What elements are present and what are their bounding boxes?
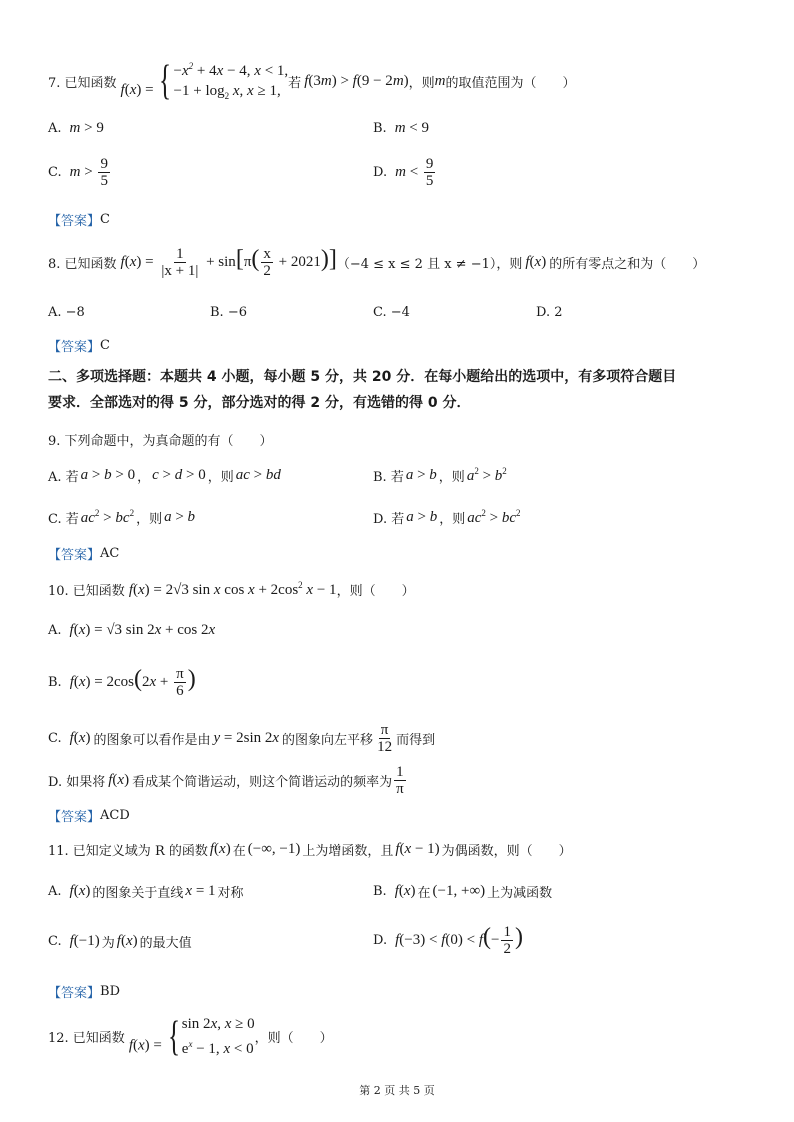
q9-answer: 【答案】 AC — [48, 546, 120, 563]
q9-option-c[interactable]: C. 若 $ac^2 > bc^2$ ，则 a > b — [48, 508, 196, 527]
q10-answer: 【答案】 ACD — [48, 808, 130, 825]
q9-option-b[interactable]: B. 若 a > b ，则 $a^2 > b^2$ — [373, 466, 507, 485]
q11-option-c[interactable]: C. f(−1) 为 f(x) 的最大值 — [48, 933, 192, 951]
q7-answer: 【答案】 C — [48, 212, 110, 229]
q8-function-def: f(x) = $\frac{1}{|x + 1|}$ + sin[π( $\frac{x}{2}$ + 2021)] — [120, 245, 337, 279]
q8-option-d[interactable]: D. 2 — [536, 305, 563, 320]
question-9-stem: 9. 下列命题中，为真命题的有（ ） — [48, 434, 273, 449]
q11-option-d[interactable]: D. f(−3) < f(0) < f(− $\frac{1}{2}$ ) — [373, 923, 523, 957]
question-11-stem: 11. 已知定义域为 R 的函数 f(x) 在 (−∞, −1) 上为增函数，且 f(x − 1) 为偶函数，则（ ） — [48, 841, 572, 859]
question-12-stem: 12. 已知函数 f(x) = { sin 2x, x ≥ 0 $e^x - 1$, x < 0 ，则（ ） — [48, 1013, 333, 1060]
q10-option-b[interactable]: B. f(x) = 2cos(2x + $\frac{\pi}{6}$ ) — [48, 665, 196, 699]
q8-answer: 【答案】 C — [48, 338, 110, 355]
q10-option-c[interactable]: C. f(x) 的图象可以看作是由 y = 2sin 2x 的图象向左平移 $\frac{\pi}{12}$ 而得到 — [48, 722, 436, 755]
q10-function-def: f(x) = 2√3 sin x $\cos x + 2\cos^2$ x − 1 — [128, 580, 337, 598]
q10-option-d[interactable]: D. 如果将 f(x) 看成某个简谐运动，则这个简谐运动的频率为 $\frac{1}{\pi}$ — [48, 764, 404, 797]
q9-option-d[interactable]: D. 若 a > b ，则 $ac^2 > bc^2$ — [373, 508, 521, 527]
q8-option-c[interactable]: C. −4 — [373, 305, 410, 320]
q7-option-b[interactable]: B. m < 9 — [373, 120, 429, 136]
q9-option-a[interactable]: A. 若 a > b > 0 ， c > d > 0 ，则 ac > bd — [48, 467, 281, 485]
section-2-heading: 二、多项选择题：本题共 4 小题，每小题 5 分，共 20 分．在每小题给出的选项中，有多项符合题目 要求．全部选对的得 5 分，部分选对的得 2 分，有选错的得 0 分． — [48, 369, 677, 411]
q7-inequality: f(3m) > f(9 − 2m) — [304, 72, 409, 89]
q7-option-c[interactable]: C. m > $\frac{9}{5}$ — [48, 156, 108, 189]
q7-option-a[interactable]: A. m > 9 — [48, 120, 104, 136]
q12-function-def: f(x) = { sin 2x, x ≥ 0 $e^x - 1$, x < 0 — [128, 1013, 255, 1060]
q8-option-a[interactable]: A. −8 — [48, 305, 85, 320]
q7-function-def: f(x) = { $-x^2 + 4x - 4$, x < 1, $-1 + \log_2 x$, x ≥ 1, — [120, 58, 289, 104]
page-footer: 第 2 页 共 5 页 — [359, 1084, 435, 1097]
q10-option-a[interactable]: A. f(x) = √3 sin 2x + cos 2x — [48, 622, 216, 638]
question-7-stem: 7. 已知函数 f(x) = { $-x^2 + 4x - 4$, x < 1, $-1 + \log_2 x$, x ≥ 1, 若 f(3m) > f(9 − 2m) ，则 m 的取值范围为（ ） — [48, 58, 576, 104]
q11-option-a[interactable]: A. f(x) 的图象关于直线 x = 1 对称 — [48, 883, 244, 901]
question-8-stem: 8. 已知函数 f(x) = $\frac{1}{|x + 1|}$ + sin[π( $\frac{x}{2}$ + 2021)] （−4 ≤ x ≤ 2 且 x ≠ −1），则 f(x) 的所有零点之和为（ ） — [48, 245, 706, 279]
question-10-stem: 10. 已知函数 f(x) = 2√3 sin x $\cos x + 2\cos^2$ x − 1 ，则（ ） — [48, 580, 415, 599]
q8-option-b[interactable]: B. −6 — [210, 305, 247, 320]
q11-option-b[interactable]: B. f(x) 在 (−1, +∞) 上为减函数 — [373, 883, 553, 901]
q11-answer: 【答案】 BD — [48, 984, 120, 1001]
q7-option-d[interactable]: D. m < $\frac{9}{5}$ — [373, 156, 434, 189]
